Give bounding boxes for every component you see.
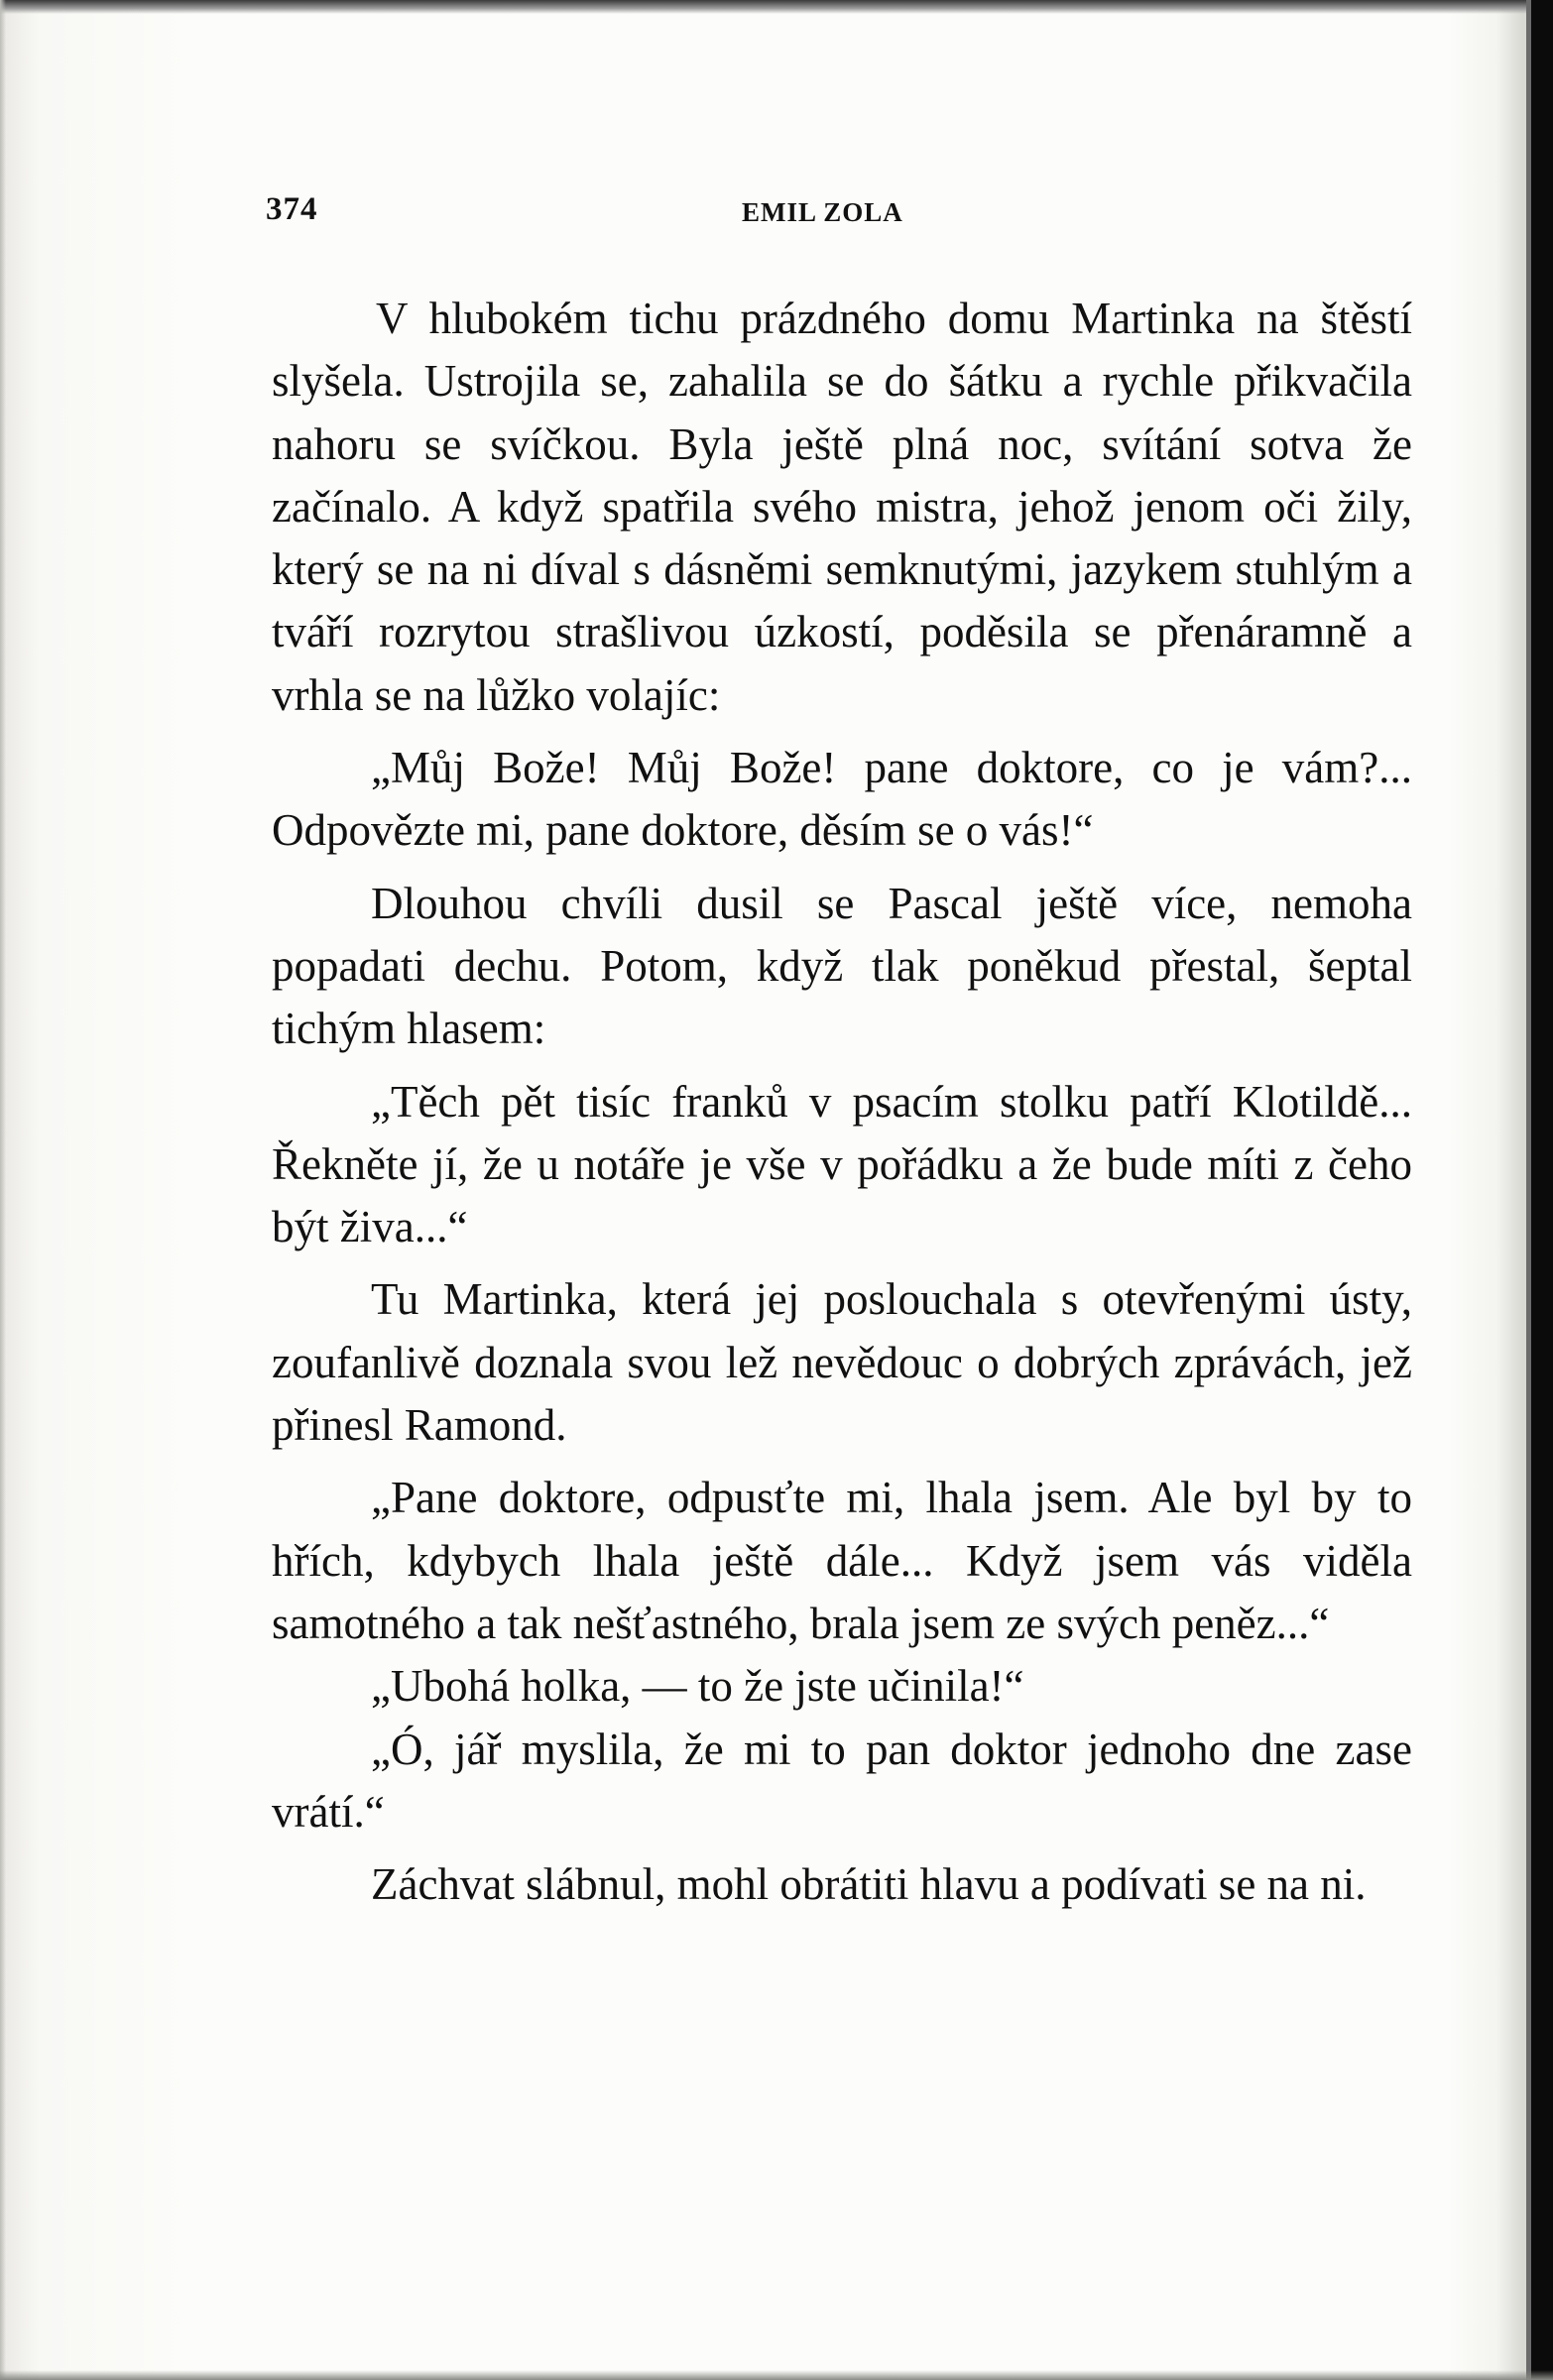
paragraph: „Ó, jář myslila, že mi to pan doktor jednoho dne zase vrátí.“	[272, 1724, 1412, 1837]
scan-right-edge	[1531, 0, 1553, 2380]
paragraph: Záchvat slábnul, mohl obrátiti hlavu a podívati se na ni.	[371, 1859, 1367, 1910]
paragraph: „Pane doktore, odpusťte mi, lhala jsem. Ale byl by to hřích, kdybych lhala ještě dále... Když jsem vás viděla samotného a tak nešťastného, brala jsem ze svých peněz...“	[272, 1473, 1412, 1648]
scan-bottom-edge	[0, 2370, 1553, 2380]
paragraph: Dlouhou chvíli dusil se Pascal ještě více, nemoha popadati dechu. Potom, když tlak poněkud přestal, šeptal tichým hlasem:	[272, 878, 1412, 1054]
paragraph: „Můj Bože! Můj Bože! pane doktore, co je vám?... Odpovězte mi, pane doktore, děsím se o vás!“	[272, 743, 1412, 856]
running-head: EMIL ZOLA	[742, 197, 903, 227]
paragraph: Tu Martinka, která jej poslouchala s otevřenými ústy, zoufanlivě doznala svou lež nevědouc o dobrých zprávách, jež přinesl Ramond.	[272, 1274, 1412, 1451]
scan-left-edge	[0, 0, 6, 2380]
paragraph: V hlubokém tichu prázdného domu Martinka na štěstí slyšela. Ustrojila se, zahalila se do šátku a rychle přikvačila nahoru se svíčkou. Byla ještě plná noc, svítání sotva že začínalo. A když spatřila svého mistra, jehož jenom oči žily, který se na ni díval s dásněmi semknutými, jazykem stuhlým a tváří rozrytou strašlivou úzkostí, poděsila se přenáramně a vrhla se na lůžko volajíc:	[272, 294, 1412, 720]
page-number: 374	[266, 191, 318, 227]
scan-top-edge	[0, 0, 1553, 14]
paragraph: „Těch pět tisíc franků v psacím stolku patří Klotildě... Řekněte jí, že u notáře je vše v pořádku a že bude míti z čeho být živa...“	[272, 1076, 1412, 1252]
paragraph: „Ubohá holka, — to že jste učinila!“	[371, 1661, 1024, 1712]
body-text	[272, 288, 1412, 1916]
page-header	[266, 191, 1416, 239]
